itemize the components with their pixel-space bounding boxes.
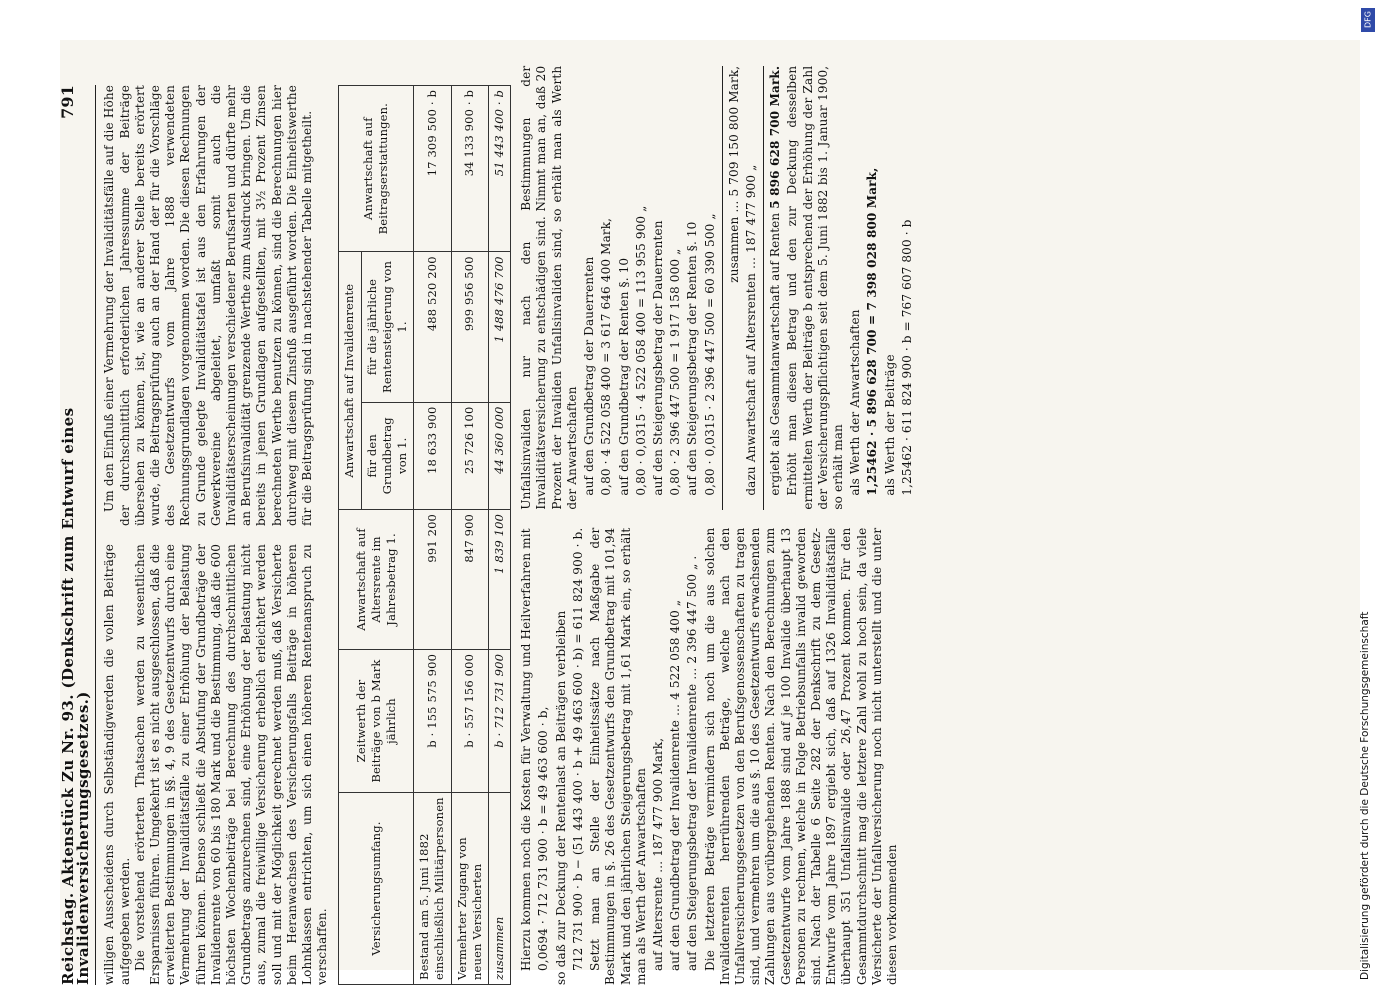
table-cell: 18 633 900 (414, 402, 451, 509)
value-amount: 3 617 646 400 Mark, (599, 217, 614, 349)
table-cell: 51 443 400 · b (489, 86, 511, 252)
value-label: 0,80 · 4 522 058 400 = (599, 352, 614, 496)
upper-right-column (102, 85, 330, 526)
table-cell: 1 488 476 700 (489, 252, 511, 402)
value-amount: 2 396 447 500 „ . (685, 555, 700, 664)
dfg-logo: DFG (1361, 8, 1375, 32)
table-cell: 44 360 000 (489, 402, 511, 509)
sum-rule (763, 66, 764, 510)
value-amount: 187 477 900 „ (743, 164, 758, 253)
value-label: 0,80 · 0,0315 · 4 522 058 400 = (633, 297, 648, 496)
page-number: 791 (58, 85, 77, 119)
value-label: auf den Grundbetrag der Invalidenrente (668, 719, 683, 971)
value-amount: 113 955 900 „ (633, 205, 648, 294)
paragraph: Setzt man an Stelle der Einheitssätze nach Maßgabe der Bestimmungen in §. 26 des Gesetzentwurfs den Grundbetrag mit 101,94 Mark und den jährlichen Steigerungsbetrag mit 1,61 Mark ein, so erhält man als Werth der Anwartschaften (588, 527, 648, 985)
value-amount: 60 390 500 „ (702, 213, 717, 294)
table-cell: Bestand am 5. Juni 1882 einschließlich Militärpersonen (414, 793, 451, 985)
paragraph: Unfallsinvaliden nur nach den Bestimmungen der Invaliditätsversicherung zu entschädigen sind. Nimmt man an, daß 20 Prozent der Invaliden Unfallsinvaliden sind, so erhält man als Werth der Anwartschaften (519, 65, 579, 510)
value-line (599, 66, 614, 510)
value-line (634, 66, 649, 510)
paragraph: so daß zur Deckung der Rentenlast an Beiträgen verbleiben (553, 610, 568, 985)
footer-text: Digitalisierung gefördert durch die Deutsche Forschungsgemeinschaft (1359, 611, 1371, 980)
table-cell: 488 520 200 (414, 252, 451, 402)
calculation-line: 1,25462 · 611 824 900 · b = 767 607 800 · b (899, 219, 914, 496)
table-cell: 1 839 100 (489, 509, 511, 649)
table-cell: 25 726 100 (451, 402, 488, 509)
value-line: auf den Steigerungsbetrag der Invalidenrente … 2 396 447 500 „ . (685, 555, 700, 971)
table-cell: 34 133 900 · b (451, 86, 488, 252)
running-header (60, 85, 96, 985)
value-line (685, 66, 700, 510)
lower-right-column (519, 66, 917, 510)
upper-text-block (102, 85, 330, 985)
value-line: dazu Anwartschaft auf Altersrenten … 187 477 900 „ (743, 164, 758, 496)
value-line (582, 66, 597, 510)
value-label: auf Altersrente (650, 876, 665, 971)
value-label: auf den Grundbetrag der Dauerrenten (582, 256, 597, 496)
value-amount: 5 896 628 700 Mark. (768, 65, 783, 209)
paragraph: Um den Einfluß einer Vermehrung der Invaliditätsfälle auf die Höhe der durchschnittlich erforderlichen Jahressumme der Beiträge übersehen zu können, ist, wie an anderer Stelle bereits erörtert wurde, die Beitragsprüfung auch an der Hand der für die Vorschläge des Gesetzentwurfs vom Jahre 1888 verwendeten Rechnungsgrundlagen vorgenommen worden. Die diesen Rechnungen zu Grunde gelegte Invaliditätstafel ist aus den Erfahrungen der Gewerkvereine abgeleitet, umfaßt somit auch die Invaliditätserscheinungen verschiedener Berufsarten und dürfte mehr an Berufsinvalidität grenzende Werthe zum Ausdruck bringen. Um die bereits in jenen Grundlagen aufgestellten, mit 3½ Prozent Zinsen berechneten Werthe benutzen zu können, sind die Berechnungen hier durchweg mit diesem Zinsfuß ausgeführt worden. Die Einheitswerthe für die Beitragsprüfung sind in nachstehender Tabelle mitgetheilt. (102, 85, 315, 526)
paragraph: Erhöht man diesen Betrag und den zur Deckung desselben ermittelten Werth der Beiträge b entsprechend der Erhöhung der Zahl der Versicherungspflichtigen seit dem 5. Juni 1882 bis 1. Januar 1900, so erhält man (785, 65, 845, 510)
value-line (768, 66, 783, 510)
table-cell: b · 557 156 000 (451, 649, 488, 792)
value-line: auf den Grundbetrag der Invalidenrente … 4 522 058 400 „ (668, 599, 683, 971)
value-label: auf den Steigerungsbetrag der Invalidenrente (685, 683, 700, 971)
value-line: als Werth der Anwartschaften (848, 309, 863, 496)
table-cell: Vermehrter Zugang von neuen Versicherten (451, 793, 488, 985)
upper-left-column (102, 544, 330, 985)
table-header: für den Grundbetrag von 1. (361, 402, 414, 509)
lower-text-block (519, 65, 917, 985)
table-cell: 847 900 (451, 509, 488, 649)
table-cell: zusammen (489, 793, 511, 985)
value-line: auf Altersrente … 187 477 900 Mark, (650, 737, 665, 971)
paragraph: willigen Ausscheidens durch Selbständigwerden die vollen Beiträge aufgegeben werden. (102, 544, 132, 985)
digitization-footer (1359, 20, 1379, 980)
table-header: für die jährliche Rentensteigerung von 1. (361, 252, 414, 402)
contribution-table (338, 85, 511, 985)
page-title: Reichstag. Aktenstück Zu Nr. 93. (Denkschrift zum Entwurf eines Invalidenversicherungsgesetzes.) (59, 407, 93, 985)
table-header: Anwartschaft auf Altersrente im Jahresbetrag 1. (339, 509, 414, 649)
sum-rule (722, 66, 723, 510)
table-cell: 17 309 500 · b (414, 86, 451, 252)
paragraph: Die vorstehend erörterten Thatsachen werden zu wesentlichen Ersparnissen führen. Umgekehrt ist es nicht ausgeschlossen, daß die erweiterten Bestimmungen in §§. 4, 9 des Gesetzentwurfs durch eine Vermehrung der Invaliditätsfälle zu einer Erhöhung der Belastung führen können. Ebenso schließt die Abstufung der Grundbeträge der Invalidenrente von 60 bis 180 Mark und die Bestimmung, daß die 600 höchsten Wochenbeiträge bei Berechnung des durchschnittlichen Grundbetrags anzurechnen sind, eine Erhöhung der Belastung nicht aus, zumal die freiwillige Versicherung erheblich erleichtert werden soll und mit der Möglichkeit gerechnet werden muß, daß Versicherte beim Heranwachsen des Versicherungsfalls Beiträge in höheren Lohnklassen entrichten, um sich einen höheren Rentenanspruch zu verschaffen. (132, 544, 330, 985)
table-row (489, 86, 511, 985)
document-page (58, 65, 1280, 985)
value-line (617, 66, 632, 510)
value-amount: 5 709 150 800 Mark, (726, 65, 741, 197)
value-label: dazu Anwartschaft auf Altersrenten (743, 272, 758, 496)
value-line: als Werth der Beiträge (882, 354, 897, 496)
table-header: Versicherungsumfang. (339, 793, 414, 985)
table-cell: b · 712 731 900 (489, 649, 511, 792)
table-row (414, 86, 451, 985)
table-cell: 999 956 500 (451, 252, 488, 402)
table-header: Anwartschaft auf Beitragserstattungen. (339, 86, 414, 252)
table-header: Anwartschaft auf Invalidenrente (339, 252, 361, 510)
table-cell: 991 200 (414, 509, 451, 649)
table-cell: b · 155 575 900 (414, 649, 451, 792)
calculation-line: 0,0694 · 712 731 900 · b = 49 463 600 · b, (536, 706, 551, 971)
calculation-line: 1,25462 · 5 896 628 700 = 7 398 028 800 Mark, (865, 167, 880, 496)
value-line (668, 66, 683, 510)
value-line: zusammen … 5 709 150 800 Mark, (726, 65, 741, 283)
table-row (451, 86, 488, 985)
value-label: auf den Steigerungsbetrag der Renten §. 10 (685, 221, 700, 496)
paragraph: Die letzteren Beträge vermindern sich noch um die aus solchen Invalidenrenten herrührenden Beträge, welche nach den Unfallversicherungsgesetzen von den Berufsgenossenschaften zu tragen sind, und vermehren um die aus §. 10 des Gesetzentwurfs erwachsenden Zahlungen aus vorübergehenden Renten. Nach den Berechnungen zum Gesetzentwurfe vom Jahre 1888 sind auf je 100 Invalide überhaupt 13 Personen zu rechnen, welche in Folge Betriebsunfalls invalid geworden sind. Nach der Tabelle 6 Seite 282 der Denkschrift zu dem Gesetz-Entwurfe vom Jahre 1897 ergiebt sich, daß auf 1326 Invaliditätsfälle überhaupt 351 Unfallsinvalide oder 26,47 Prozent kommen. Für den Gesammtdurchschnitt mag die letztere Zahl wohl zu hoch sein, da viele Versicherte der Unfallversicherung noch nicht unterstellt und die unter diesen vorkommenden (702, 527, 899, 985)
value-label: 0,80 · 2 396 447 500 = (668, 352, 683, 496)
value-line (651, 66, 666, 510)
paragraph: Hierzu kommen noch die Kosten für Verwaltung und Heilverfahren mit (519, 528, 534, 971)
lower-left-column (519, 528, 917, 985)
value-line (703, 66, 718, 510)
value-label: 0,80 · 0,0315 · 2 396 447 500 = (702, 297, 717, 496)
calculation-line: 712 731 900 · b − (51 443 400 · b + 49 463 600 · b) = 611 824 900 · b. (570, 527, 585, 971)
value-label: auf den Grundbetrag der Renten §. 10 (616, 257, 631, 496)
value-label: ergiebt als Gesammtanwartschaft auf Renten (768, 212, 783, 496)
value-label: auf den Steigerungsbetrag der Dauerrenten (650, 220, 665, 496)
value-amount: 4 522 058 400 „ (668, 599, 683, 700)
value-label: zusammen (726, 216, 741, 283)
table-header: Zeitwerth der Beiträge von b Mark jährlich (339, 649, 414, 792)
value-amount: 1 917 158 000 „ (668, 248, 683, 349)
value-amount: 187 477 900 Mark, (650, 737, 665, 857)
